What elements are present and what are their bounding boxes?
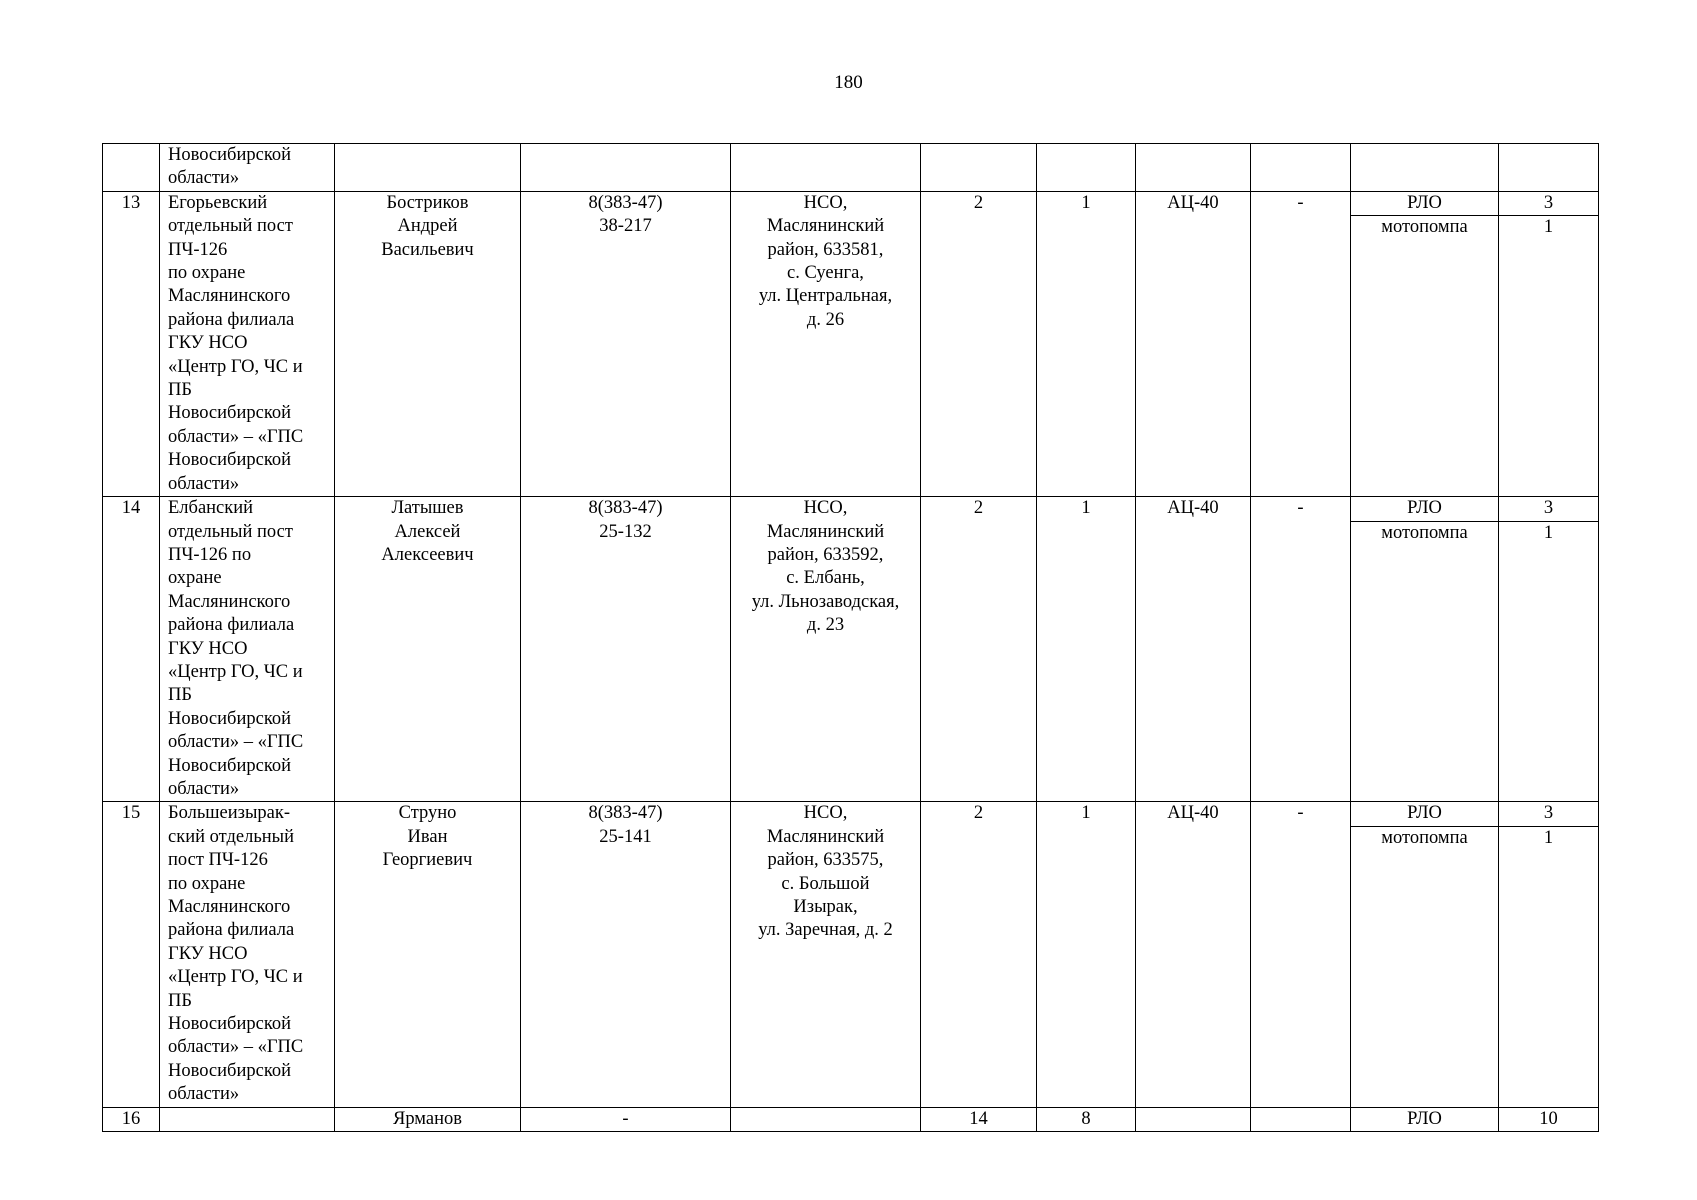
vehicle-cell: АЦ-40 xyxy=(1136,497,1251,802)
head-name-cell: Бостриков Андрей Васильевич xyxy=(335,191,521,496)
phone-cell: 8(383-47) 25-132 xyxy=(521,497,731,802)
table-row xyxy=(103,191,1599,215)
phone-cell: 8(383-47) 38-217 xyxy=(521,191,731,496)
equipment-qty: 3 xyxy=(1499,191,1599,215)
count-cell-a: 2 xyxy=(921,802,1037,1107)
count-cell-a: 2 xyxy=(921,497,1037,802)
station-name-cell: Егорьевский отдельный пост ПЧ-126 по охране Маслянинского района филиала ГКУ НСО «Центр ГО, ЧС и ПБ Новосибирской области» – «ГПС Новосибирской области» xyxy=(160,191,335,496)
row-number: 13 xyxy=(103,191,160,496)
equipment-name: РЛО xyxy=(1351,1107,1499,1131)
address-cell: НСО, Маслянинский район, 633575, с. Большой Изырак, ул. Заречная, д. 2 xyxy=(731,802,921,1107)
row-number: 14 xyxy=(103,497,160,802)
equipment-qty: 3 xyxy=(1499,802,1599,826)
head-name-cell: Струно Иван Георгиевич xyxy=(335,802,521,1107)
vehicle-cell: АЦ-40 xyxy=(1136,191,1251,496)
phone-cell: - xyxy=(521,1107,731,1131)
station-name-cell: Елбанский отдельный пост ПЧ-126 по охране Маслянинского района филиала ГКУ НСО «Центр ГО, ЧС и ПБ Новосибирской области» – «ГПС Новосибирской области» xyxy=(160,497,335,802)
equipment-name: мотопомпа xyxy=(1351,826,1499,1107)
equipment-name: мотопомпа xyxy=(1351,521,1499,802)
count-cell-b: 8 xyxy=(1037,1107,1136,1131)
equipment-name: мотопомпа xyxy=(1351,216,1499,497)
equipment-qty: 1 xyxy=(1499,521,1599,802)
count-cell-b: 1 xyxy=(1037,802,1136,1107)
count-cell-b: 1 xyxy=(1037,497,1136,802)
fire-stations-table xyxy=(102,143,1599,1132)
table-row-continuation xyxy=(103,144,1599,192)
count-cell-a: 14 xyxy=(921,1107,1037,1131)
station-name-cell: Большеизырак- ский отдельный пост ПЧ-126 по охране Маслянинского района филиала ГКУ НСО «Центр ГО, ЧС и ПБ Новосибирской области» – «ГПС Новосибирской области» xyxy=(160,802,335,1107)
head-name-cell: Ярманов xyxy=(335,1107,521,1131)
dash-cell: - xyxy=(1251,191,1351,496)
equipment-name: РЛО xyxy=(1351,497,1499,521)
head-name-cell: Латышев Алексей Алексеевич xyxy=(335,497,521,802)
equipment-qty: 10 xyxy=(1499,1107,1599,1131)
row-number: 16 xyxy=(103,1107,160,1131)
equipment-qty: 3 xyxy=(1499,497,1599,521)
row-number: 15 xyxy=(103,802,160,1107)
page-number: 180 xyxy=(834,72,863,93)
station-name-cell: Новосибирской области» xyxy=(160,144,335,192)
equipment-qty: 1 xyxy=(1499,216,1599,497)
table-row xyxy=(103,802,1599,826)
equipment-name: РЛО xyxy=(1351,191,1499,215)
equipment-qty: 1 xyxy=(1499,826,1599,1107)
vehicle-cell: АЦ-40 xyxy=(1136,802,1251,1107)
count-cell-a: 2 xyxy=(921,191,1037,496)
address-cell: НСО, Маслянинский район, 633592, с. Елбань, ул. Льнозаводская, д. 23 xyxy=(731,497,921,802)
dash-cell: - xyxy=(1251,802,1351,1107)
equipment-name: РЛО xyxy=(1351,802,1499,826)
phone-cell: 8(383-47) 25-141 xyxy=(521,802,731,1107)
address-cell: НСО, Маслянинский район, 633581, с. Суенга, ул. Центральная, д. 26 xyxy=(731,191,921,496)
table-row xyxy=(103,497,1599,521)
table-row-last xyxy=(103,1107,1599,1131)
dash-cell: - xyxy=(1251,497,1351,802)
count-cell-b: 1 xyxy=(1037,191,1136,496)
